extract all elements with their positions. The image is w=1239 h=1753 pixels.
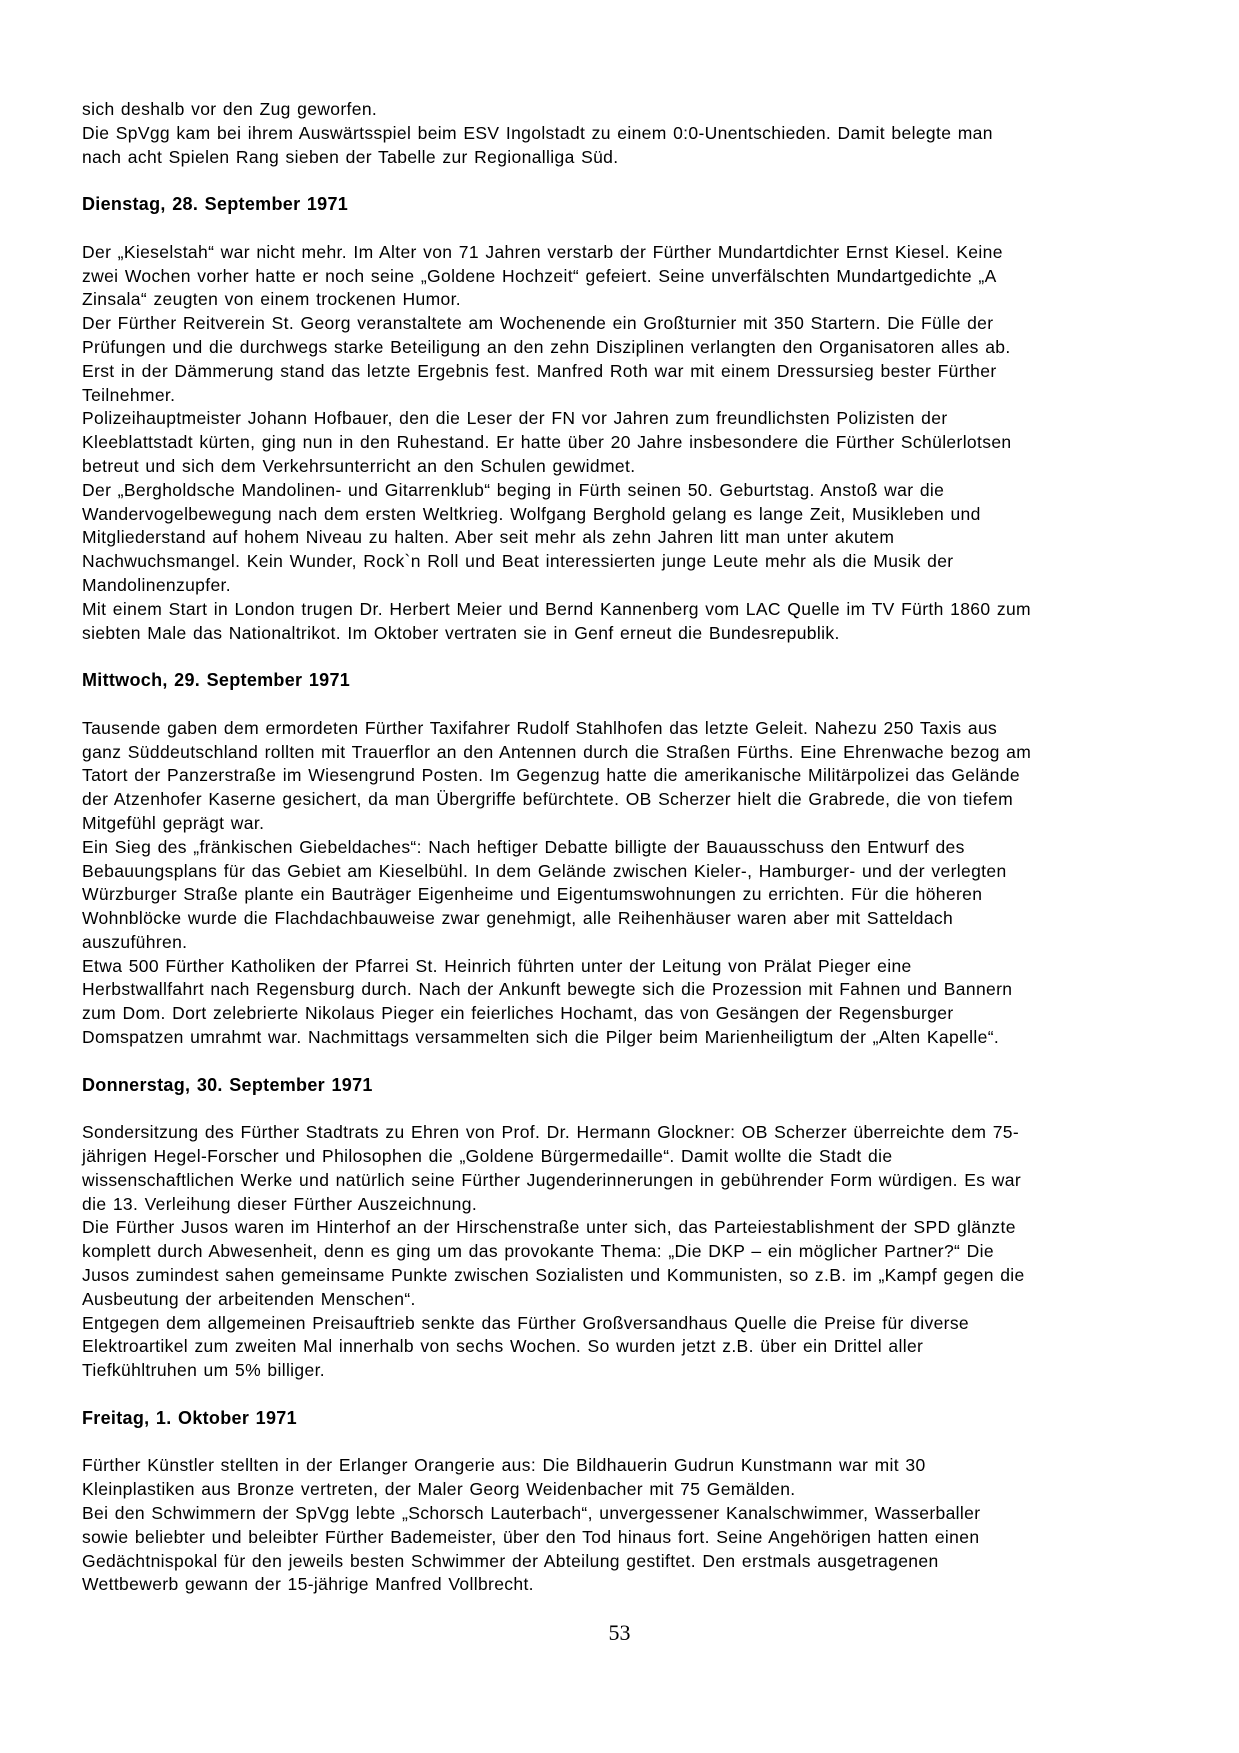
text-line: Mitgefühl geprägt war. (82, 812, 265, 833)
paragraph (82, 717, 1172, 1050)
text-line: Die Fürther Jusos waren im Hinterhof an der Hirschenstraße unter sich, das Parteiestablishment der SPD glänzte (82, 1217, 1016, 1238)
text-line: sich deshalb vor den Zug geworfen. (82, 99, 378, 119)
text-line: ganz Süddeutschland rollten mit Trauerflor an den Antennen durch die Straßen Fürths. Eine Ehrenwache bezog am (82, 741, 1032, 762)
text-line: Wohnblöcke wurde die Flachdachbauweise zwar genehmigt, alle Reihenhäuser waren aber mit Satteldach (82, 908, 954, 929)
paragraph (82, 241, 1172, 646)
text-line: Fürther Künstler stellten in der Erlanger Orangerie aus: Die Bildhauerin Gudrun Kunstmann war mit 30 (82, 1455, 926, 1476)
text-line: Mandolinenzupfer. (82, 574, 231, 595)
text-line: auszuführen. (82, 931, 188, 952)
text-line: Tatort der Panzerstraße im Wiesengrund Posten. Im Gegenzug hatte die amerikanische Militärpolizei das Gelände (82, 765, 1020, 786)
text-line: Herbstwallfahrt nach Regensburg durch. Nach der Ankunft bewegte sich die Prozession mit Fahnen und Bannern (82, 979, 1013, 1000)
text-line: Etwa 500 Fürther Katholiken der Pfarrei St. Heinrich führten unter der Leitung von Prälat Pieger eine (82, 955, 912, 976)
text-line: betreut und sich dem Verkehrsunterricht an den Schulen gewidmet. (82, 455, 636, 476)
text-line: Prüfungen und die durchwegs starke Beteiligung an den zehn Disziplinen verlangten den Organisatoren alles ab. (82, 336, 1011, 357)
page-number: 53 (608, 1620, 631, 1645)
text-line: Bebauungsplans für das Gebiet am Kieselbühl. In dem Gelände zwischen Kieler-, Hamburger- und der verlegten (82, 860, 1007, 881)
text-line: nach acht Spielen Rang sieben der Tabelle zur Regionalliga Süd. (82, 146, 619, 167)
text-line: Nachwuchsmangel. Kein Wunder, Rock`n Roll und Beat interessierten junge Leute mehr als die Musik der (82, 551, 954, 572)
text-line: Wettbewerb gewann der 15-jährige Manfred Vollbrecht. (82, 1574, 534, 1595)
text-line: die 13. Verleihung dieser Fürther Auszeichnung. (82, 1193, 478, 1214)
text-line: Sondersitzung des Fürther Stadtrats zu Ehren von Prof. Dr. Hermann Glockner: OB Scherzer überreichte dem 75- (82, 1122, 1020, 1143)
paragraph (82, 1454, 1172, 1597)
text-line: Ausbeutung der arbeitenden Menschen“. (82, 1288, 416, 1309)
text-line: Tiefkühltruhen um 5% billiger. (82, 1360, 326, 1381)
paragraph (82, 98, 1172, 169)
section-heading: Dienstag, 28. September 1971 (82, 194, 349, 215)
text-line: Der „Kieselstah“ war nicht mehr. Im Alter von 71 Jahren verstarb der Fürther Mundartdichter Ernst Kiesel. Keine (82, 241, 1003, 262)
text-line: Tausende gaben dem ermordeten Fürther Taxifahrer Rudolf Stahlhofen das letzte Geleit. Nahezu 250 Taxis aus (82, 717, 998, 738)
text-line: siebten Male das Nationaltrikot. Im Oktober vertraten sie in Genf erneut die Bundesrepublik. (82, 622, 840, 643)
text-line: Gedächtnispokal für den jeweils besten Schwimmer der Abteilung gestiftet. Den erstmals ausgetragenen (82, 1550, 939, 1571)
text-line: Bei den Schwimmern der SpVgg lebte „Schorsch Lauterbach“, unvergessener Kanalschwimmer, Wasserballer (82, 1503, 981, 1524)
section-heading: Freitag, 1. Oktober 1971 (82, 1407, 297, 1428)
text-line: Entgegen dem allgemeinen Preisauftrieb senkte das Fürther Großversandhaus Quelle die Preise für diverse (82, 1312, 970, 1333)
paragraph (82, 1121, 1172, 1383)
text-column (82, 98, 1172, 1597)
text-line: der Atzenhofer Kaserne gesichert, da man Übergriffe befürchtete. OB Scherzer hielt die Grabrede, die von tiefem (82, 789, 1014, 810)
text-line: zwei Wochen vorher hatte er noch seine „Goldene Hochzeit“ gefeiert. Seine unverfälschten Mundartgedichte „A (82, 265, 997, 286)
text-line: Würzburger Straße plante ein Bauträger Eigenheime und Eigentumswohnungen zu errichten. Für die höheren (82, 884, 983, 905)
text-line: Zinsala“ zeugten von einem trockenen Humor. (82, 289, 462, 310)
text-line: Domspatzen umrahmt war. Nachmittags versammelten sich die Pilger beim Marienheiligtum der „Alten Kapelle“. (82, 1027, 1000, 1048)
text-line: Mit einem Start in London trugen Dr. Herbert Meier und Bernd Kannenberg vom LAC Quelle im TV Fürth 1860 zum (82, 598, 1031, 619)
text-line: wissenschaftlichen Werke und natürlich seine Fürther Jugenderinnerungen in gebührender Form würdigen. Es war (82, 1169, 1022, 1190)
text-line: Erst in der Dämmerung stand das letzte Ergebnis fest. Manfred Roth war mit einem Dressursieg bester Fürther (82, 360, 997, 381)
text-line: Wandervogelbewegung nach dem ersten Weltkrieg. Wolfgang Berghold gelang es lange Zeit, Musikleben und (82, 503, 981, 524)
text-line: Polizeihauptmeister Johann Hofbauer, den die Leser der FN vor Jahren zum freundlichsten Polizisten der (82, 408, 948, 429)
section-heading: Donnerstag, 30. September 1971 (82, 1074, 373, 1095)
text-line: Ein Sieg des „fränkischen Giebeldaches“: Nach heftiger Debatte billigte der Bauausschuss den Entwurf des (82, 836, 965, 857)
text-line: Der Fürther Reitverein St. Georg veranstaltete am Wochenende ein Großturnier mit 350 Startern. Die Fülle der (82, 313, 994, 334)
text-line: Kleeblattstadt kürten, ging nun in den Ruhestand. Er hatte über 20 Jahre insbesondere die Fürther Schülerlotsen (82, 432, 1012, 453)
text-line: sowie beliebter und beleibter Fürther Bademeister, über den Tod hinaus fort. Seine Angehörigen hatten einen (82, 1526, 980, 1547)
text-line: Jusos zumindest sahen gemeinsame Punkte zwischen Sozialisten und Kommunisten, so z.B. im „Kampf gegen die (82, 1265, 1025, 1286)
text-line: komplett durch Abwesenheit, denn es ging um das provokante Thema: „Die DKP – ein möglicher Partner?“ Die (82, 1241, 994, 1262)
text-line: zum Dom. Dort zelebrierte Nikolaus Pieger ein feierliches Hochamt, das von Gesängen der Regensburger (82, 1003, 954, 1024)
text-line: Die SpVgg kam bei ihrem Auswärtsspiel beim ESV Ingolstadt zu einem 0:0-Unentschieden. Damit belegte man (82, 122, 993, 143)
text-line: Der „Bergholdsche Mandolinen- und Gitarrenklub“ beging in Fürth seinen 50. Geburtstag. Anstoß war die (82, 479, 945, 500)
text-line: Kleinplastiken aus Bronze vertreten, der Maler Georg Weidenbacher mit 75 Gemälden. (82, 1479, 796, 1500)
text-line: jährigen Hegel-Forscher und Philosophen die „Goldene Bürgermedaille“. Damit wollte die Stadt die (82, 1146, 893, 1167)
text-line: Mitgliederstand auf hohem Niveau zu halten. Aber seit mehr als zehn Jahren litt man unter akutem (82, 527, 895, 548)
text-line: Elektroartikel zum zweiten Mal innerhalb von sechs Wochen. So wurden jetzt z.B. über ein Drittel aller (82, 1336, 924, 1357)
section-heading: Mittwoch, 29. September 1971 (82, 670, 351, 691)
text-line: Teilnehmer. (82, 384, 176, 405)
